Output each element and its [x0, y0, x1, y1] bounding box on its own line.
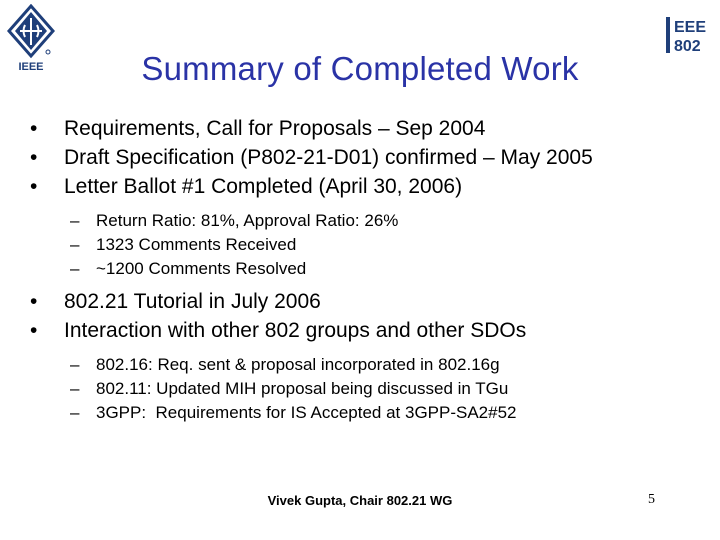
sub-bullet-text: 802.16: Req. sent & proposal incorporated in 802.16g — [96, 355, 500, 374]
bullet-text: Requirements, Call for Proposals – Sep 2004 — [64, 117, 486, 140]
bullet-item — [30, 287, 710, 316]
bullet-item — [30, 316, 710, 345]
dash-icon: – — [70, 259, 80, 278]
ieee-802-logo-line2: 802 — [674, 38, 701, 55]
slide-title: Summary of Completed Work — [141, 50, 579, 87]
page-number: 5 — [648, 492, 655, 507]
dash-icon: – — [70, 379, 80, 398]
bullet-item — [30, 143, 710, 172]
bullet-text: Interaction with other 802 groups and other SDOs — [64, 319, 527, 342]
sub-bullet-item — [30, 401, 710, 425]
sub-bullet-text: Return Ratio: 81%, Approval Ratio: 26% — [96, 211, 399, 230]
bullet-item — [30, 114, 710, 143]
dash-icon: – — [70, 235, 80, 254]
sub-bullet-item — [30, 209, 710, 233]
bullet-icon: • — [30, 117, 38, 140]
bullet-icon: • — [30, 175, 38, 198]
sub-bullet-text: 1323 Comments Received — [96, 235, 297, 254]
sub-bullet-item — [30, 233, 710, 257]
slide-content — [30, 114, 710, 425]
dash-icon: – — [70, 403, 80, 422]
bullet-icon: • — [30, 319, 38, 342]
bullet-icon: • — [30, 146, 38, 169]
ieee-logo-text: IEEE — [18, 61, 44, 73]
dash-icon: – — [70, 211, 80, 230]
bullet-item — [30, 172, 710, 201]
bullet-icon: • — [30, 290, 38, 313]
sub-bullet-item — [30, 257, 710, 281]
sub-bullet-text: ~1200 Comments Resolved — [96, 259, 307, 278]
sub-bullet-item — [30, 377, 710, 401]
dash-icon: – — [70, 355, 80, 374]
slide-footer: Vivek Gupta, Chair 802.21 WG — [267, 493, 453, 508]
sub-bullet-text: 3GPP: Requirements for IS Accepted at 3GPP-SA2#52 — [96, 403, 517, 422]
sub-bullet-item — [30, 353, 710, 377]
sub-bullet-text: 802.11: Updated MIH proposal being discussed in TGu — [96, 379, 509, 398]
ieee-802-logo-line1: EEE — [674, 19, 707, 36]
bullet-text: Draft Specification (P802-21-D01) confirmed – May 2005 — [64, 146, 593, 169]
bullet-text: 802.21 Tutorial in July 2006 — [64, 290, 321, 313]
bullet-text: Letter Ballot #1 Completed (April 30, 2006) — [64, 175, 463, 198]
